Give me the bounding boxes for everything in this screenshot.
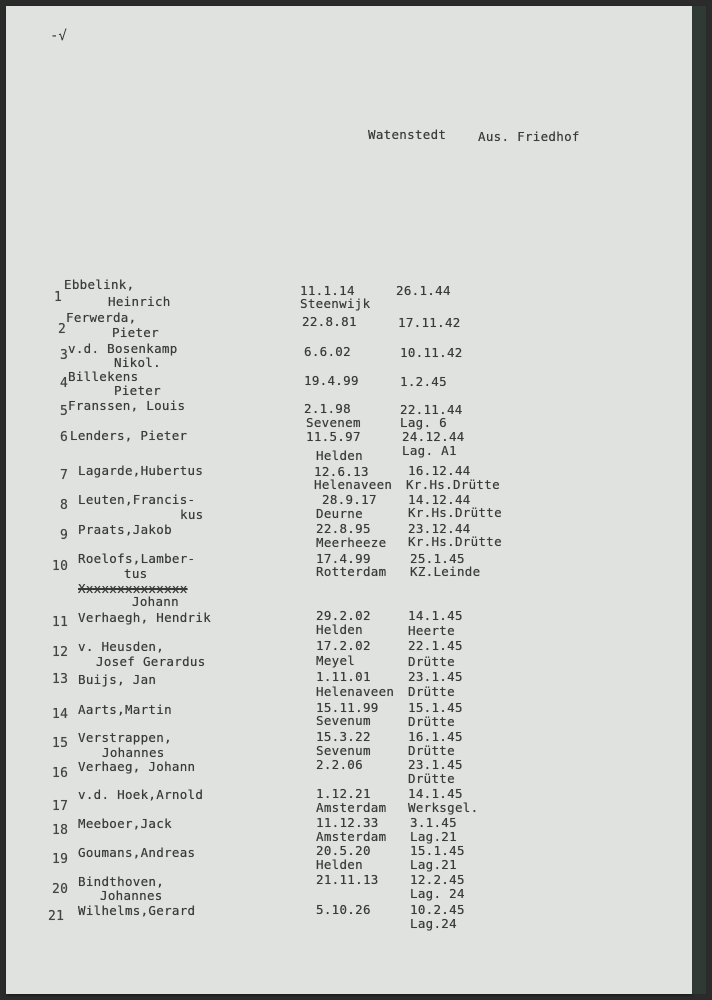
- entry-deathplace: Lag.21: [410, 857, 457, 872]
- entry-deathdate: 1.2.45: [400, 374, 447, 389]
- entry-name: Bindthoven,: [78, 874, 165, 889]
- entry-name: Leuten,Francis-: [78, 492, 196, 507]
- entry-number: 6: [60, 430, 69, 445]
- entry-deathdate: 22.1.45: [408, 638, 463, 653]
- entry-deathplace: KZ.Leinde: [410, 564, 481, 579]
- entry-birthplace: Sevenum: [316, 743, 371, 758]
- entry-birthplace: Helden: [316, 448, 363, 463]
- entry-deathdate: 23.1.45: [408, 669, 463, 684]
- entry-name: v. Heusden,: [78, 639, 165, 654]
- entry-name-cont: Johannes: [100, 888, 163, 903]
- entry-number: 17: [52, 799, 69, 814]
- entry-birthdate: 17.4.99: [316, 551, 371, 566]
- header-place: Watenstedt: [368, 127, 447, 142]
- entry-name: Franssen, Louis: [68, 398, 186, 413]
- struck-entry-name: Johann: [132, 594, 179, 609]
- entry-deathplace: Lag.24: [410, 916, 457, 931]
- entry-number: 12: [52, 645, 69, 660]
- entry-number: 4: [60, 376, 69, 391]
- entry-birthdate: 29.2.02: [316, 608, 371, 623]
- page-edge-shadow: [692, 6, 706, 994]
- entry-birthplace: Sevenem: [306, 415, 361, 430]
- corner-checkmark: -√: [50, 28, 67, 44]
- entry-name: v.d. Hoek,Arnold: [78, 787, 204, 802]
- entry-name: Praats,Jakob: [78, 522, 172, 537]
- entry-name: Lenders, Pieter: [70, 428, 188, 443]
- entry-deathdate: 23.12.44: [408, 521, 471, 536]
- entry-birthplace: Rotterdam: [316, 564, 387, 579]
- entry-birthdate: 2.1.98: [304, 401, 351, 416]
- entry-birthplace: Steenwijk: [300, 296, 371, 311]
- entry-number: 18: [52, 823, 69, 838]
- entry-deathplace: Drütte: [408, 743, 455, 758]
- entry-birthdate: 5.10.26: [316, 902, 371, 917]
- entry-number: 7: [60, 468, 69, 483]
- entry-name: Meeboer,Jack: [78, 816, 172, 831]
- entry-birthdate: 19.4.99: [304, 373, 359, 388]
- entry-number: 1: [54, 290, 63, 305]
- entry-name-cont: Heinrich: [108, 294, 171, 309]
- header-note: Aus. Friedhof: [478, 129, 580, 144]
- entry-deathdate: 3.1.45: [410, 815, 457, 830]
- entry-birthdate: 2.2.06: [316, 757, 363, 772]
- entry-deathdate: 16.12.44: [408, 463, 471, 478]
- entry-birthplace: Amsterdam: [316, 829, 387, 844]
- entry-name: Verhaegh, Hendrik: [78, 610, 212, 625]
- entry-birthdate: 22.8.81: [302, 314, 357, 329]
- entry-name: Wilhelms,Gerard: [78, 903, 196, 918]
- entry-birthdate: 6.6.02: [304, 344, 351, 359]
- entry-deathplace: Drütte: [408, 654, 455, 669]
- entry-birthdate: 21.11.13: [316, 872, 379, 887]
- entry-deathplace: Lag.21: [410, 829, 457, 844]
- entry-deathplace: Werksgel.: [408, 800, 479, 815]
- entry-deathplace: Kr.Hs.Drütte: [406, 477, 500, 492]
- struck-entry-line: Xxxxxxxxxxxxxx: [78, 581, 188, 596]
- entry-name: Goumans,Andreas: [78, 845, 196, 860]
- entry-deathdate: 22.11.44: [400, 402, 463, 417]
- entry-deathplace: Lag. 6: [400, 415, 447, 430]
- entry-name: Lagarde,Hubertus: [78, 463, 204, 478]
- entry-deathplace: Drütte: [408, 684, 455, 699]
- entry-name: Ebbelink,: [64, 277, 135, 292]
- entry-name-cont: Pieter: [112, 325, 159, 340]
- entry-name-cont: kus: [180, 507, 204, 522]
- entry-name: Aarts,Martin: [78, 702, 172, 717]
- entry-number: 8: [60, 498, 69, 513]
- entry-number: 20: [52, 882, 69, 897]
- document-page: [6, 6, 692, 994]
- entry-name: Verstrappen,: [78, 730, 172, 745]
- entry-deathplace: Drütte: [408, 714, 455, 729]
- entry-number: 13: [52, 672, 69, 687]
- entry-name: Buijs, Jan: [78, 672, 157, 687]
- entry-deathdate: 12.2.45: [410, 872, 465, 887]
- entry-birthplace: Meyel: [316, 653, 356, 668]
- entry-number: 2: [58, 322, 67, 337]
- entry-birthplace: Helden: [316, 622, 363, 637]
- entry-name-cont: Johannes: [102, 745, 165, 760]
- entry-birthdate: 17.2.02: [316, 638, 371, 653]
- entry-deathdate: 16.1.45: [408, 729, 463, 744]
- entry-number: 14: [52, 707, 69, 722]
- entry-number: 9: [60, 528, 69, 543]
- entry-deathdate: 14.1.45: [408, 608, 463, 623]
- entry-number: 3: [60, 348, 69, 363]
- entry-deathplace: Kr.Hs.Drütte: [408, 505, 502, 520]
- entry-birthplace: Helenaveen: [316, 684, 395, 699]
- entry-birthplace: Helden: [316, 857, 363, 872]
- entry-number: 10: [52, 559, 69, 574]
- entry-name: Ferwerda,: [66, 310, 137, 325]
- entry-name: v.d. Bosenkamp: [68, 341, 178, 356]
- entry-number: 5: [60, 404, 69, 419]
- entry-number: 21: [48, 909, 65, 924]
- entry-birthdate: 22.8.95: [316, 521, 371, 536]
- entry-number: 19: [52, 852, 69, 867]
- entry-birthdate: 12.6.13: [314, 464, 369, 479]
- entry-birthplace: Sevenum: [316, 713, 371, 728]
- entry-deathplace: Heerte: [408, 623, 455, 638]
- entry-birthdate: 15.3.22: [316, 729, 371, 744]
- entry-name: Billekens: [68, 369, 139, 384]
- entry-deathdate: 14.1.45: [408, 786, 463, 801]
- entry-name: Verhaeg, Johann: [78, 759, 196, 774]
- entry-name-cont: Pieter: [114, 383, 161, 398]
- entry-birthdate: 15.11.99: [316, 700, 379, 715]
- entry-name-cont: Nikol.: [114, 355, 161, 370]
- entry-birthplace: Meerheeze: [316, 535, 387, 550]
- entry-deathdate: 14.12.44: [408, 492, 471, 507]
- entry-deathdate: 26.1.44: [396, 283, 451, 298]
- entry-deathdate: 25.1.45: [410, 551, 465, 566]
- entry-deathdate: 10.11.42: [400, 345, 463, 360]
- entry-number: 15: [52, 736, 69, 751]
- entry-birthdate: 11.5.97: [306, 429, 361, 444]
- entry-birthplace: Deurne: [316, 506, 363, 521]
- entry-name-cont: tus: [124, 566, 148, 581]
- entry-deathdate: 24.12.44: [402, 429, 465, 444]
- entry-birthdate: 20.5.20: [316, 843, 371, 858]
- entry-deathplace: Lag. A1: [402, 443, 457, 458]
- entry-deathplace: Kr.Hs.Drütte: [408, 534, 502, 549]
- entry-deathdate: 10.2.45: [410, 902, 465, 917]
- entry-deathdate: 15.1.45: [410, 843, 465, 858]
- entry-name: Roelofs,Lamber-: [78, 551, 196, 566]
- entry-deathplace: Drütte: [408, 771, 455, 786]
- entry-birthplace: Amsterdam: [316, 800, 387, 815]
- entry-deathdate: 15.1.45: [408, 700, 463, 715]
- entry-name-cont: Josef Gerardus: [96, 654, 206, 669]
- entry-birthplace: Helenaveen: [314, 477, 393, 492]
- entry-birthdate: 1.12.21: [316, 786, 371, 801]
- entry-birthdate: 28.9.17: [322, 492, 377, 507]
- entry-deathdate: 17.11.42: [398, 315, 461, 330]
- entry-number: 11: [52, 615, 69, 630]
- entry-birthdate: 1.11.01: [316, 669, 371, 684]
- entry-birthdate: 11.12.33: [316, 815, 379, 830]
- entry-deathdate: 23.1.45: [408, 757, 463, 772]
- entry-deathplace: Lag. 24: [410, 886, 465, 901]
- entry-number: 16: [52, 766, 69, 781]
- entry-birthdate: 11.1.14: [300, 283, 355, 298]
